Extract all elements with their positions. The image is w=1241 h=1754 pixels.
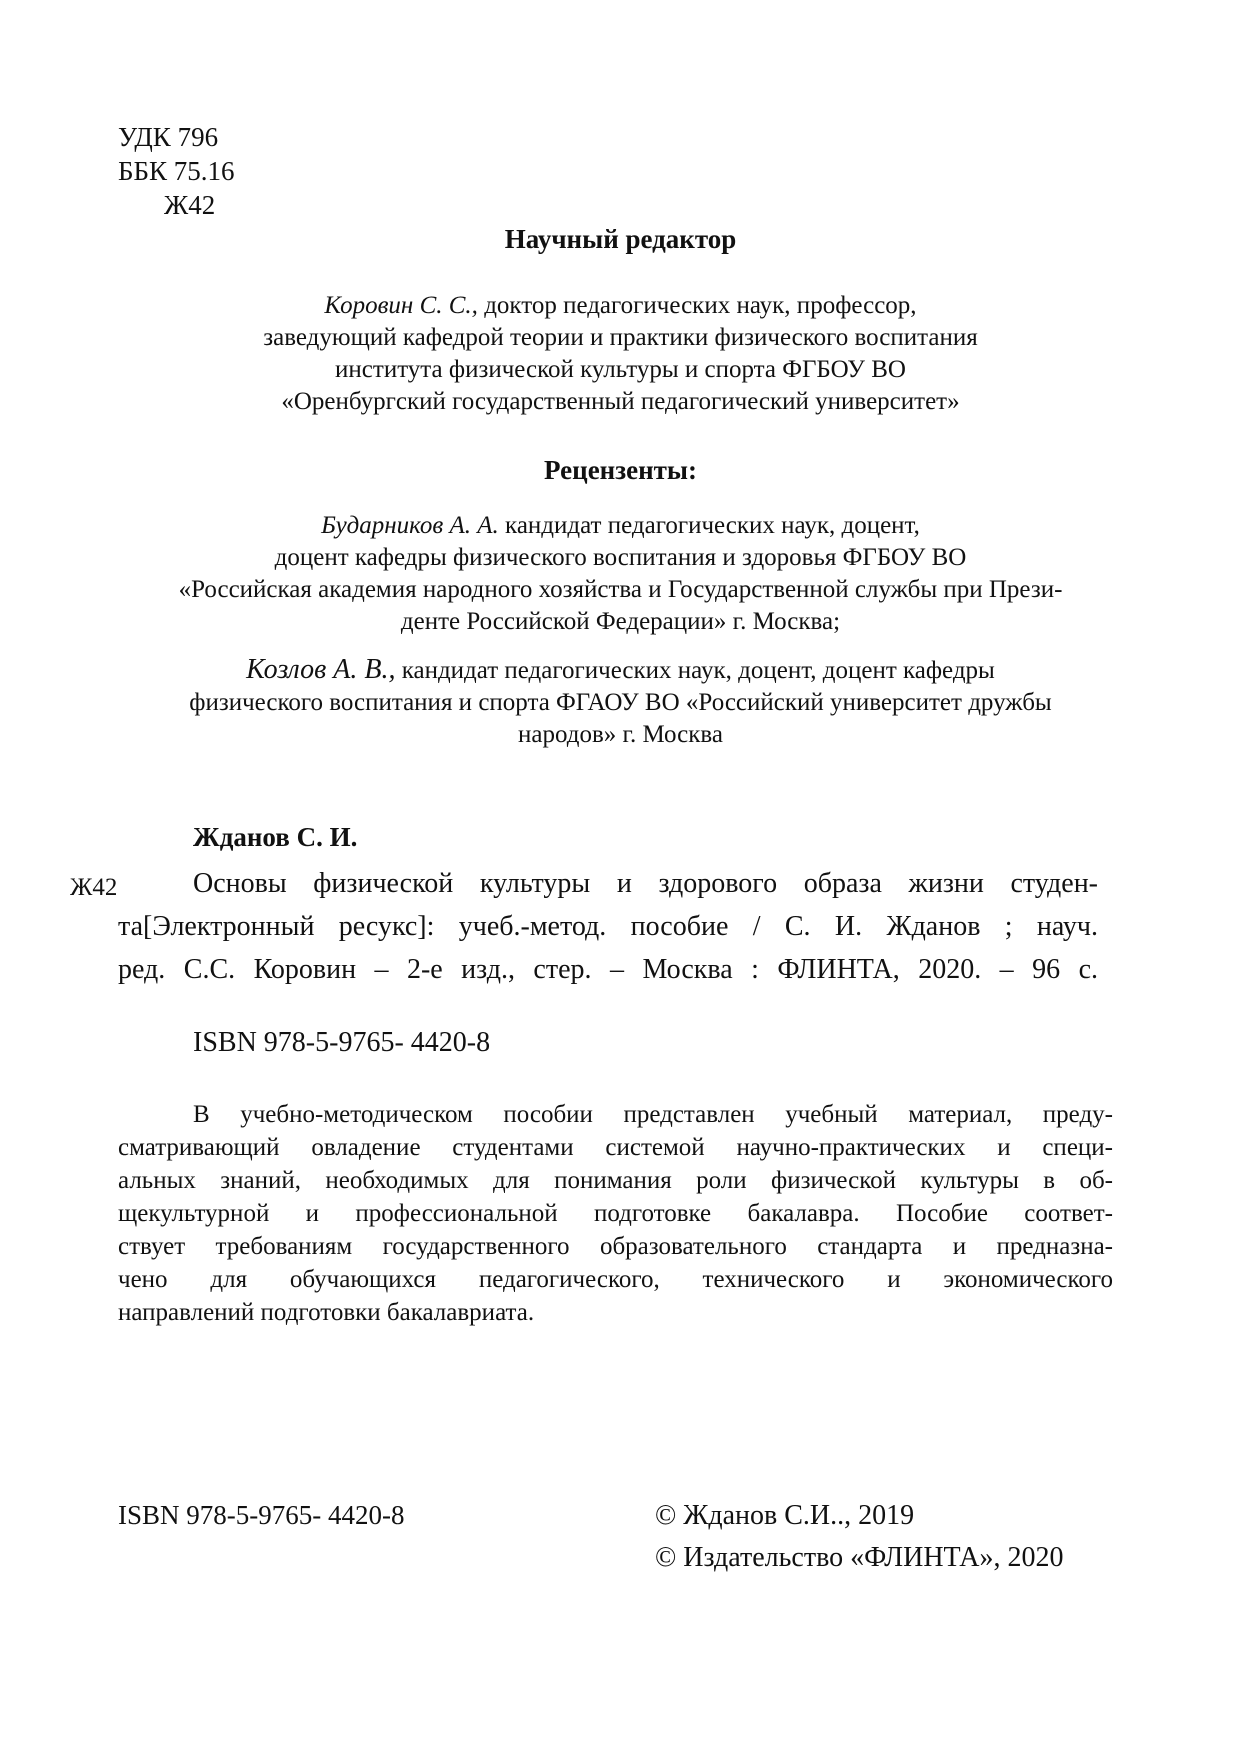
abstract-line: направлений подготовки бакалавриата. [118,1299,535,1326]
scientific-editor-name: Коровин С. С., [324,292,478,319]
copyright-publisher: © Издательство «ФЛИНТА», 2020 [655,1542,1064,1573]
abstract-line: сматривающий овладение студентами системой научно-практических и специ- [118,1134,1113,1161]
reviewer1-name: Бударников А. А. [321,512,499,539]
scientific-editor-heading: Научный редактор [504,224,737,254]
abstract-line: альных знаний, необходимых для понимания роли физической культуры в об- [118,1167,1113,1194]
scientific-editor-line: доктор педагогических наук, профессор, [484,292,917,319]
bbk-code: ББК 75.16 [118,156,235,186]
reviewer2-line: физического воспитания и спорта ФГАОУ ВО «Российский университет дружбы [189,689,1052,716]
scientific-editor-line: института физической культуры и спорта ФГБОУ ВО [335,356,906,383]
bibliographic-mark: Ж42 [70,874,118,901]
bibliographic-line: Основы физической культуры и здорового образа жизни студен- [193,868,1098,899]
reviewer2-line: кандидат педагогических наук, доцент, доцент кафедры [401,657,995,684]
reviewers-heading: Рецензенты: [544,455,697,485]
reviewer2-block [0,654,1241,751]
reviewer1-line: доцент кафедры физического воспитания и здоровья ФГБОУ ВО [274,544,967,571]
abstract [118,1098,1113,1329]
bibliographic-line: ред. С.С. Коровин – 2-е изд., стер. – Москва : ФЛИНТА, 2020. – 96 с. [118,954,1098,985]
book-author: Жданов С. И. [193,822,358,852]
abstract-line: чено для обучающихся педагогического, технического и экономического [118,1266,1113,1293]
abstract-line: щекультурной и профессиональной подготовке бакалавра. Пособие соответ- [118,1200,1113,1227]
reviewer2-name: Козлов А. В., [246,654,396,685]
copyright-author: © Жданов С.И.., 2019 [655,1500,915,1531]
scientific-editor-line: заведующий кафедрой теории и практики физического воспитания [263,324,978,351]
reviewer1-line: денте Российской Федерации» г. Москва; [400,608,841,635]
footer-isbn: ISBN 978-5-9765- 4420-8 [118,1500,405,1530]
reviewer2-line: народов» г. Москва [517,721,723,748]
book-isbn: ISBN 978-5-9765- 4420-8 [193,1027,491,1058]
reviewer1-line: «Российская академия народного хозяйства и Государственной службы при Прези- [178,576,1063,603]
scientific-editor-line: «Оренбургский государственный педагогический университет» [281,388,960,415]
bibliographic-description [118,862,1098,991]
scientific-editor-block [0,290,1241,418]
udk-code: УДК 796 [118,122,219,152]
abstract-line: В учебно-методическом пособии представлен учебный материал, преду- [193,1101,1113,1128]
bibliographic-line: та[Электронный ресукс]: учеб.-метод. пособие / С. И. Жданов ; науч. [118,911,1098,942]
author-mark: Ж42 [164,190,216,220]
abstract-line: ствует требованиям государственного образовательного стандарта и предназна- [118,1233,1113,1260]
reviewer1-line: кандидат педагогических наук, доцент, [505,512,920,539]
reviewer1-block [0,510,1241,638]
